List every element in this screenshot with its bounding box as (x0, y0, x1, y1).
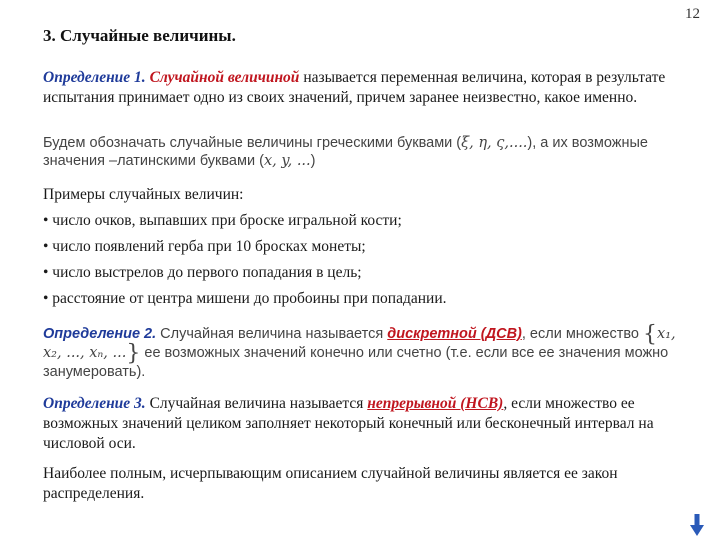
definition-2-text-c: ее возможных значений конечно или счетно (т.е. если все ее значения можно занумеровать). (43, 345, 669, 380)
definition-3-text-a: Случайная величина называется (149, 395, 364, 412)
definition-1-term: Случайной величиной (149, 69, 300, 86)
definition-1-text: называется переменная величина, которая в результате испытания принимает одно из своих значений, причем заранее неизвестно, какое именно. (43, 69, 666, 106)
definition-2-term: дискретной (ДСВ) (387, 326, 522, 342)
definition-1-label: Определение 1. (43, 69, 146, 86)
down-arrow-icon[interactable] (690, 514, 704, 536)
list-item: • число выстрелов до первого попадания в цель; (43, 264, 362, 281)
list-item: • расстояние от центра мишени до пробоины при попадании. (43, 290, 447, 307)
definition-2-set: x₁, x₂, ..., xₙ, ... (43, 326, 676, 361)
definition-1 (43, 68, 683, 108)
notation-greek: ξ, η, ς,.... (461, 135, 528, 151)
definition-2-text-a: Случайная величина называется (160, 326, 384, 342)
notation-paragraph (43, 134, 683, 170)
list-item: • число очков, выпавших при броске игральной кости; (43, 212, 402, 229)
definition-2-text-b: , если множество (521, 326, 639, 342)
list-item: • число появлений герба при 10 бросках монеты; (43, 238, 366, 255)
definition-2-label: Определение 2. (43, 326, 157, 342)
definition-3-label: Определение 3. (43, 395, 146, 412)
definition-3-text-b: , если множество ее возможных значений целиком заполняет некоторый конечный или бесконечный интервал на числовой оси. (43, 395, 654, 452)
notation-text-c: ) (310, 153, 316, 169)
definition-2: Определение 2. Случайная величина называется дискретной (ДСВ), если множество {x₁, x₂, ..., xₙ, ...} ее возможных значений конечно или счетно (т.е. если все ее значения можно занумеровать). (43, 322, 676, 380)
notation-text-b: ), а их возможные значения –латинскими буквами ( (43, 135, 648, 169)
examples-header: Примеры случайных величин: (43, 186, 244, 203)
conclusion: Наиболее полным, исчерпывающим описанием случайной величины является ее закон распределения. (43, 465, 618, 502)
page-number: 12 (685, 6, 700, 22)
notation-text-a: Будем обозначать случайные величины греческими буквами ( (43, 135, 462, 151)
slide-title: 3. Случайные величины. (43, 26, 236, 45)
definition-3 (43, 394, 683, 454)
notation-latin: x, y, ... (263, 153, 311, 169)
definition-3-term: непрерывной (НСВ) (367, 395, 504, 412)
